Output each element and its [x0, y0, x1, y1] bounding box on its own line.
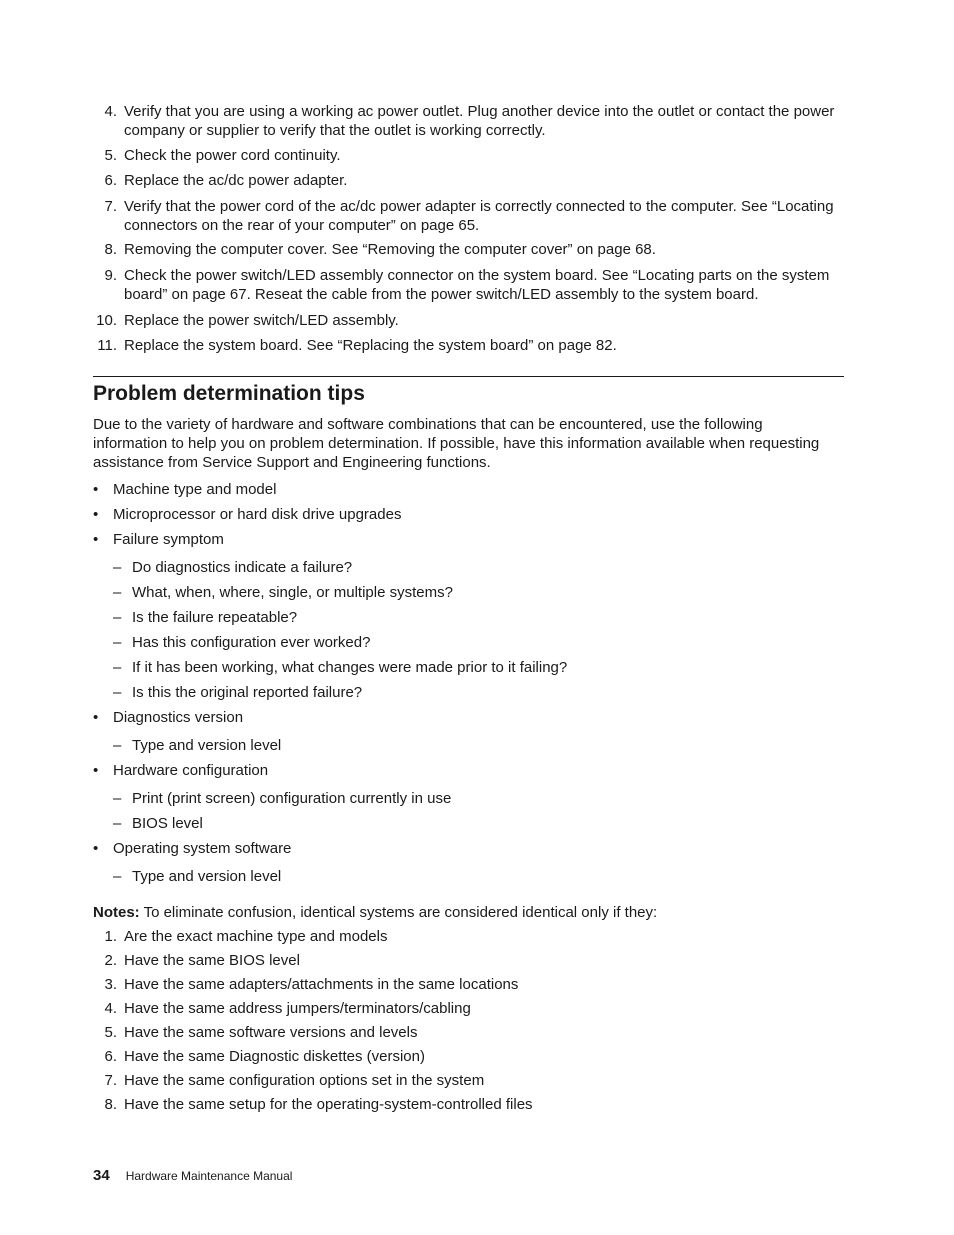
- bullet-text: Microprocessor or hard disk drive upgrades: [113, 506, 402, 523]
- dash-icon: –: [113, 609, 122, 626]
- note-number: 6.: [104, 1048, 117, 1065]
- sub-item-text: What, when, where, single, or multiple systems?: [132, 584, 453, 601]
- sub-item-text: BIOS level: [132, 815, 203, 832]
- note-text: Have the same address jumpers/terminators/cabling: [124, 1000, 471, 1017]
- sub-item-text: Type and version level: [132, 868, 282, 885]
- sub-item-text: Has this configuration ever worked?: [132, 634, 371, 651]
- step-text: Replace the system board. See “Replacing the system board” on page 82.: [124, 337, 617, 354]
- notes-list: [93, 927, 849, 1114]
- dash-icon: –: [113, 815, 122, 832]
- bullet-icon: •: [93, 709, 99, 726]
- note-text: Have the same adapters/attachments in the same locations: [124, 976, 519, 993]
- section-heading: Problem determination tips: [93, 382, 365, 405]
- bullet-text: Operating system software: [113, 840, 292, 857]
- dash-icon: –: [113, 584, 122, 601]
- dash-icon: –: [113, 684, 122, 701]
- step-text: Removing the computer cover. See “Removing the computer cover” on page 68.: [124, 241, 656, 258]
- list-item: [93, 530, 833, 702]
- section-divider: [93, 376, 844, 377]
- list-item: [93, 336, 849, 355]
- list-item: [93, 708, 833, 755]
- note-number: 4.: [104, 1000, 117, 1017]
- note-text: Have the same software versions and levels: [124, 1024, 418, 1041]
- list-item: [93, 240, 849, 259]
- list-item: [93, 266, 849, 304]
- list-item: [93, 102, 849, 140]
- sub-item-text: Type and version level: [132, 737, 282, 754]
- list-item: [93, 197, 849, 235]
- notes-label: Notes:: [93, 904, 140, 921]
- step-number: 4.: [104, 103, 117, 120]
- bullet-icon: •: [93, 481, 99, 498]
- notes-text: To eliminate confusion, identical systems are considered identical only if they:: [143, 904, 658, 921]
- note-text: Have the same setup for the operating-system-controlled files: [124, 1096, 533, 1113]
- list-item: [93, 951, 849, 970]
- list-item: [93, 975, 849, 994]
- footer-title: Hardware Maintenance Manual: [125, 1169, 293, 1183]
- dash-icon: –: [113, 559, 122, 576]
- step-number: 6.: [104, 172, 117, 189]
- sub-list-item: [113, 736, 833, 755]
- sub-list: [113, 867, 833, 886]
- sub-list: [113, 736, 833, 755]
- bullet-text: Machine type and model: [113, 481, 277, 498]
- list-item: [93, 839, 833, 886]
- note-number: 2.: [104, 952, 117, 969]
- bullet-text: Hardware configuration: [113, 762, 269, 779]
- note-number: 3.: [104, 976, 117, 993]
- bullet-icon: •: [93, 762, 99, 779]
- sub-item-text: Do diagnostics indicate a failure?: [132, 559, 353, 576]
- sub-list-item: [113, 867, 833, 886]
- list-item: [93, 761, 833, 833]
- list-item: [93, 311, 849, 330]
- list-item: [93, 1047, 849, 1066]
- list-item: [93, 927, 849, 946]
- list-item: [93, 999, 849, 1018]
- note-text: Are the exact machine type and models: [124, 928, 388, 945]
- intro-paragraph: Due to the variety of hardware and software combinations that can be encountered, use the following information to help you on problem determination. If possible, have this information available when requesting assistance from Service Support and Engineering functions.: [93, 416, 820, 471]
- sub-item-text: If it has been working, what changes were made prior to it failing?: [132, 659, 568, 676]
- page-footer: [93, 1166, 292, 1186]
- bullet-text: Diagnostics version: [113, 709, 244, 726]
- dash-icon: –: [113, 634, 122, 651]
- note-text: Have the same Diagnostic diskettes (version): [124, 1048, 425, 1065]
- step-number: 7.: [104, 198, 117, 215]
- steps-list: [93, 102, 849, 355]
- step-number: 8.: [104, 241, 117, 258]
- step-number: 11.: [97, 337, 117, 354]
- step-text: Replace the ac/dc power adapter.: [124, 172, 348, 189]
- list-item: [93, 1023, 849, 1042]
- info-checklist: [93, 480, 833, 892]
- sub-list: [113, 558, 833, 702]
- list-item: [93, 480, 833, 499]
- sub-list: [113, 789, 833, 833]
- step-number: 9.: [104, 267, 117, 284]
- note-number: 1.: [104, 928, 117, 945]
- dash-icon: –: [113, 790, 122, 807]
- sub-list-item: [113, 814, 833, 833]
- sub-list-item: [113, 683, 833, 702]
- sub-list-item: [113, 658, 833, 677]
- list-item: [93, 171, 849, 190]
- notes-paragraph: [93, 903, 657, 922]
- page-number: 34: [93, 1167, 110, 1184]
- list-item: [93, 146, 849, 165]
- sub-list-item: [113, 558, 833, 577]
- note-number: 5.: [104, 1024, 117, 1041]
- sub-list-item: [113, 583, 833, 602]
- note-text: Have the same BIOS level: [124, 952, 300, 969]
- step-text: Verify that the power cord of the ac/dc power adapter is correctly connected to the computer. See “Locating connectors on the rear of your computer” on page 65.: [124, 198, 834, 234]
- sub-item-text: Print (print screen) configuration currently in use: [132, 790, 452, 807]
- step-number: 5.: [104, 147, 117, 164]
- step-text: Verify that you are using a working ac power outlet. Plug another device into the outlet or contact the power company or supplier to verify that the outlet is working correctly.: [124, 103, 835, 139]
- sub-list-item: [113, 608, 833, 627]
- sub-list-item: [113, 789, 833, 808]
- step-number: 10.: [96, 312, 117, 329]
- step-text: Check the power switch/LED assembly connector on the system board. See “Locating parts on the system board” on page 67. Reseat the cable from the power switch/LED assembly to the system board.: [124, 267, 830, 303]
- note-text: Have the same configuration options set in the system: [124, 1072, 485, 1089]
- bullet-icon: •: [93, 840, 99, 857]
- bullet-icon: •: [93, 506, 99, 523]
- dash-icon: –: [113, 659, 122, 676]
- bullet-text: Failure symptom: [113, 531, 224, 548]
- note-number: 8.: [104, 1096, 117, 1113]
- dash-icon: –: [113, 737, 122, 754]
- bullet-icon: •: [93, 531, 99, 548]
- list-item: [93, 1095, 849, 1114]
- list-item: [93, 1071, 849, 1090]
- step-text: Check the power cord continuity.: [124, 147, 341, 164]
- list-item: [93, 505, 833, 524]
- dash-icon: –: [113, 868, 122, 885]
- step-text: Replace the power switch/LED assembly.: [124, 312, 399, 329]
- sub-list-item: [113, 633, 833, 652]
- sub-item-text: Is the failure repeatable?: [132, 609, 298, 626]
- note-number: 7.: [104, 1072, 117, 1089]
- sub-item-text: Is this the original reported failure?: [132, 684, 363, 701]
